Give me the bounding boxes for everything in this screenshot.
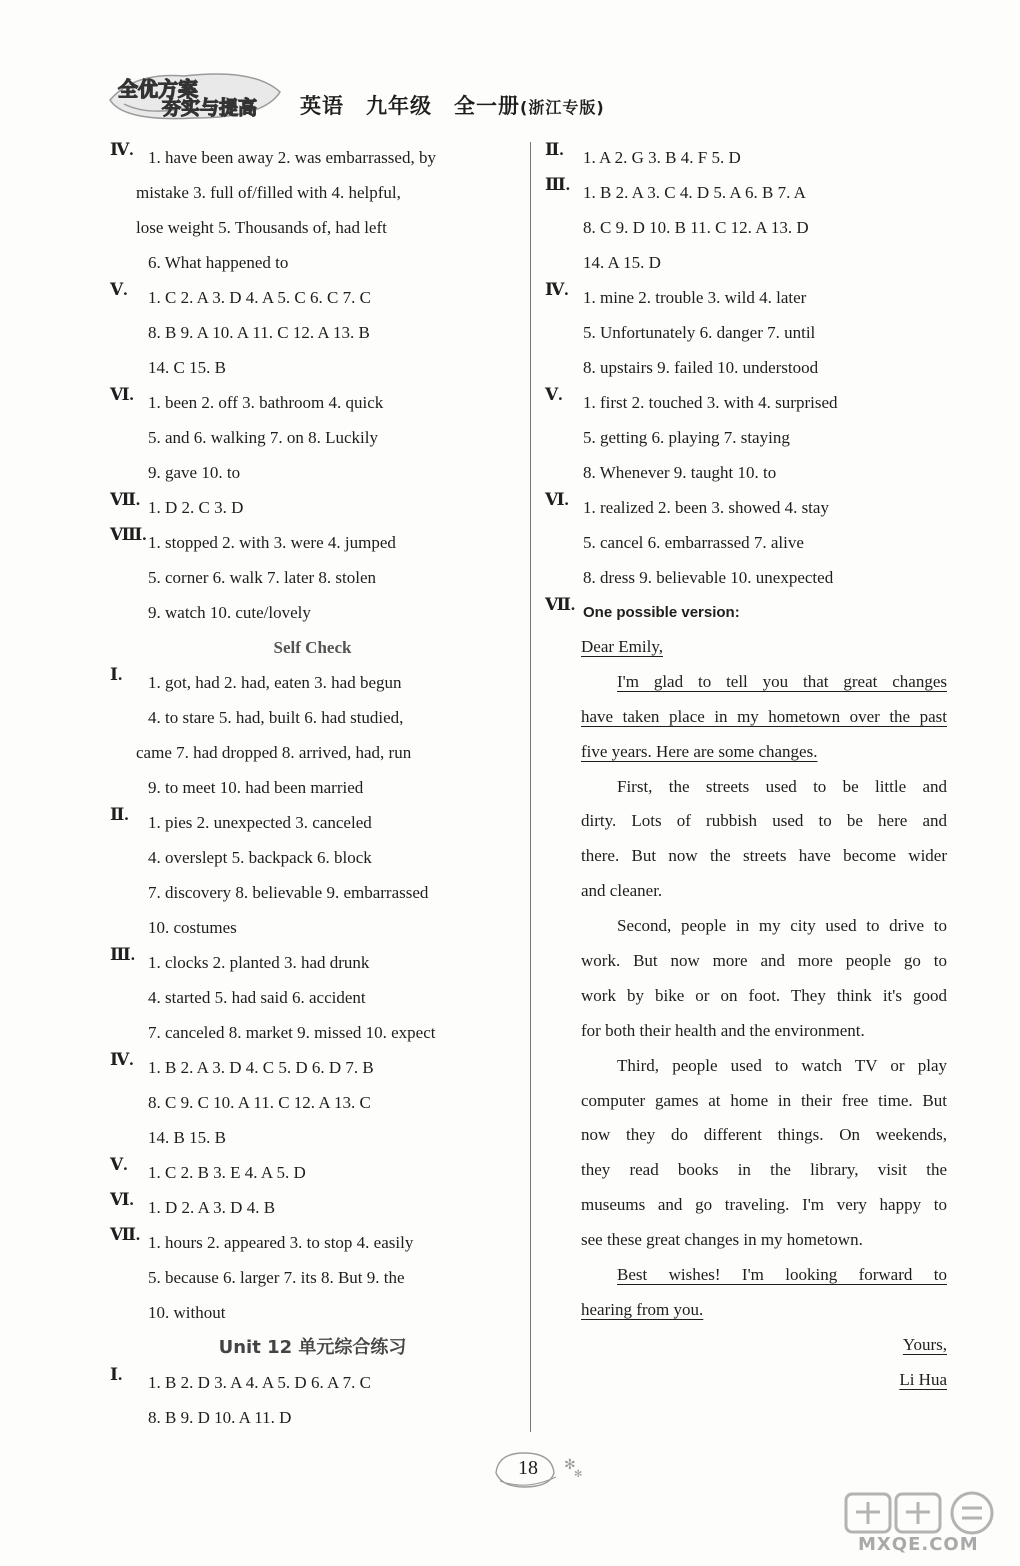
- answer-line: 4. overslept 5. backpack 6. block: [148, 848, 372, 867]
- watermark: [840, 1490, 1010, 1560]
- section-body: [577, 595, 947, 630]
- section-body: [142, 280, 515, 385]
- letter-line: there. But now the streets have become wider: [581, 846, 947, 866]
- answer-line: 1. B 2. A 3. D 4. C 5. D 6. D 7. B: [148, 1058, 374, 1077]
- section-body: [142, 385, 515, 490]
- answer-line: 1. C 2. B 3. E 4. A 5. D: [148, 1163, 306, 1182]
- answer-line: 1. got, had 2. had, eaten 3. had begun: [148, 673, 402, 692]
- section-4: [110, 140, 515, 280]
- right-column: [545, 140, 947, 1398]
- section-body: [142, 1190, 515, 1225]
- section-body: [577, 490, 947, 595]
- answer-line: 1. D 2. A 3. D 4. B: [148, 1198, 276, 1217]
- section-body: [142, 1365, 515, 1435]
- section-body: [136, 140, 515, 280]
- section-body: [577, 175, 947, 280]
- answer-line: 1. D 2. C 3. D: [148, 498, 244, 517]
- letter-line: and cleaner.: [581, 881, 663, 901]
- section-number: Ⅲ.: [545, 175, 570, 194]
- answer-line: 8. upstairs 9. failed 10. understood: [583, 358, 819, 377]
- answer-line: 10. costumes: [148, 918, 237, 937]
- section-number: Ⅵ.: [110, 385, 134, 404]
- letter-line: see these great changes in my hometown.: [581, 1230, 863, 1250]
- page-number-text: 18: [518, 1457, 538, 1479]
- page-number: [490, 1447, 583, 1491]
- section-body: [577, 140, 947, 175]
- edition: (浙江专版): [520, 98, 605, 117]
- watermark-text: MXQE.COM: [858, 1534, 979, 1555]
- section-body: [142, 1155, 515, 1190]
- section-6: [110, 385, 515, 490]
- answer-line: 5. and 6. walking 7. on 8. Luckily: [148, 428, 378, 447]
- unit-section-1: [110, 1365, 515, 1435]
- section-body: [142, 805, 515, 945]
- letter-signature: Li Hua: [899, 1369, 947, 1389]
- answer-line: 1. stopped 2. with 3. were 4. jumped: [148, 533, 396, 552]
- section-5: [110, 280, 515, 385]
- section-number: Ⅳ.: [110, 140, 134, 159]
- answer-line: 9. watch 10. cute/lovely: [148, 603, 311, 622]
- letter-line: Best wishes! I'm looking forward to: [617, 1265, 947, 1285]
- section-body: [142, 1050, 515, 1155]
- section-number: Ⅲ.: [110, 945, 135, 964]
- logo-line1: 全优方案: [118, 77, 198, 101]
- letter-line: hearing from you.: [581, 1299, 704, 1319]
- section-7: [110, 490, 515, 525]
- section-number: Ⅶ.: [545, 595, 576, 614]
- self-check-section-7: [110, 1225, 515, 1330]
- letter-line: computer games at home in their free time. But: [581, 1090, 947, 1110]
- page-header: [100, 62, 940, 132]
- answer-line: 1. first 2. touched 3. with 4. surprised: [583, 393, 838, 412]
- answer-line: 8. B 9. D 10. A 11. D: [148, 1408, 292, 1427]
- answer-line: 7. discovery 8. believable 9. embarrassed: [148, 883, 429, 902]
- section-body: [142, 945, 515, 1050]
- section-body: [142, 1225, 515, 1330]
- section-number: Ⅴ.: [110, 1155, 128, 1174]
- section-number: Ⅴ.: [110, 280, 128, 299]
- answer-line: 5. corner 6. walk 7. later 8. stolen: [148, 568, 377, 587]
- letter-line: Third, people used to watch TV or play: [617, 1055, 947, 1075]
- answer-line: 14. B 15. B: [148, 1128, 226, 1147]
- svg-text:✻: ✻: [574, 1469, 583, 1480]
- essay-heading: One possible version:: [583, 604, 740, 621]
- answer-line: 8. B 9. A 10. A 11. C 12. A 13. B: [148, 323, 370, 342]
- answer-line: 5. Unfortunately 6. danger 7. until: [583, 323, 816, 342]
- answer-line: 4. to stare 5. had, built 6. had studied,: [148, 708, 404, 727]
- sample-letter: [545, 630, 947, 1398]
- answer-line: 1. clocks 2. planted 3. had drunk: [148, 953, 370, 972]
- svg-text:✻: ✻: [564, 1458, 576, 1473]
- section-number: Ⅵ.: [545, 490, 569, 509]
- left-column: [110, 140, 515, 1435]
- letter-line: five years. Here are some changes.: [581, 741, 818, 761]
- answer-line: 1. been 2. off 3. bathroom 4. quick: [148, 393, 384, 412]
- letter-closing: Yours,: [902, 1334, 947, 1354]
- self-check-section-4: [110, 1050, 515, 1155]
- section-number: Ⅱ.: [110, 805, 129, 824]
- answer-line: 9. gave 10. to: [148, 463, 241, 482]
- logo-line2: 夯实与提高: [162, 97, 258, 119]
- section-7-right: [545, 595, 947, 630]
- section-number: Ⅰ.: [110, 1365, 123, 1384]
- series-logo: [104, 66, 284, 124]
- unit-title: Unit 12 单元综合练习: [218, 1337, 407, 1358]
- letter-line: now they do different things. On weekends,: [581, 1125, 947, 1145]
- answer-line: 8. Whenever 9. taught 10. to: [583, 463, 777, 482]
- section-3: [545, 175, 947, 280]
- series-logo-art: [104, 66, 284, 124]
- answer-line: 8. C 9. C 10. A 11. C 12. A 13. C: [148, 1093, 371, 1112]
- self-check-section-3: [110, 945, 515, 1050]
- answer-line: 1. hours 2. appeared 3. to stop 4. easily: [148, 1233, 414, 1252]
- section-5-right: [545, 385, 947, 490]
- answer-line: 1. have been away 2. was embarrassed, by: [148, 148, 436, 167]
- section-number: Ⅳ.: [110, 1050, 134, 1069]
- answer-line: 8. C 9. D 10. B 11. C 12. A 13. D: [583, 218, 809, 237]
- answer-line: 14. C 15. B: [148, 358, 226, 377]
- letter-line: have taken place in my hometown over the past: [581, 706, 947, 726]
- letter-line: dirty. Lots of rubbish used to be here and: [581, 811, 947, 831]
- answer-line: 1. B 2. D 3. A 4. A 5. D 6. A 7. C: [148, 1373, 371, 1392]
- answer-line: 1. B 2. A 3. C 4. D 5. A 6. B 7. A: [583, 183, 806, 202]
- answer-line: 8. dress 9. believable 10. unexpected: [583, 568, 834, 587]
- section-number: Ⅶ.: [110, 490, 141, 509]
- section-number: Ⅷ.: [110, 525, 147, 544]
- page-number-ornament-icon: [490, 1447, 590, 1491]
- section-body: [577, 385, 947, 490]
- self-check-title: Self Check: [273, 638, 352, 657]
- answer-line: came 7. had dropped 8. arrived, had, run: [136, 743, 412, 762]
- answer-line: 5. because 6. larger 7. its 8. But 9. the: [148, 1268, 405, 1287]
- grade: 九年级: [366, 94, 432, 118]
- section-number: Ⅳ.: [545, 280, 569, 299]
- letter-line: work by bike or on foot. They think it's good: [581, 985, 947, 1005]
- answer-line: 1. realized 2. been 3. showed 4. stay: [583, 498, 829, 517]
- answer-line: 1. pies 2. unexpected 3. canceled: [148, 813, 372, 832]
- section-number: Ⅵ.: [110, 1190, 134, 1209]
- book-title: [300, 90, 605, 120]
- section-4-right: [545, 280, 947, 385]
- section-6-right: [545, 490, 947, 595]
- section-number: Ⅴ.: [545, 385, 563, 404]
- answer-line: 10. without: [148, 1303, 226, 1322]
- column-divider: [530, 142, 531, 1432]
- answer-line: 6. What happened to: [148, 253, 289, 272]
- answer-line: 5. getting 6. playing 7. staying: [583, 428, 790, 447]
- section-number: Ⅰ.: [110, 665, 123, 684]
- answer-line: 1. mine 2. trouble 3. wild 4. later: [583, 288, 807, 307]
- section-body: [577, 280, 947, 385]
- section-body: [142, 490, 515, 525]
- answer-line: 5. cancel 6. embarrassed 7. alive: [583, 533, 804, 552]
- answer-line: 7. canceled 8. market 9. missed 10. expect: [148, 1023, 436, 1042]
- self-check-section-1: [110, 665, 515, 805]
- letter-line: they read books in the library, visit the: [581, 1160, 947, 1180]
- section-8: [110, 525, 515, 630]
- section-number: Ⅱ.: [545, 140, 564, 159]
- answer-line: 4. started 5. had said 6. accident: [148, 988, 366, 1007]
- volume: 全一册: [454, 94, 520, 118]
- answer-line: 1. A 2. G 3. B 4. F 5. D: [583, 148, 741, 167]
- self-check-section-5: [110, 1155, 515, 1190]
- letter-line: work. But now more and more people go to: [581, 951, 947, 971]
- section-2: [545, 140, 947, 175]
- answer-line: 1. C 2. A 3. D 4. A 5. C 6. C 7. C: [148, 288, 371, 307]
- letter-greeting: Dear Emily,: [581, 637, 663, 656]
- letter-line: I'm glad to tell you that great changes: [617, 671, 947, 691]
- answer-line: 14. A 15. D: [583, 253, 661, 272]
- answer-line: mistake 3. full of/filled with 4. helpful,: [136, 183, 401, 202]
- answer-line: lose weight 5. Thousands of, had left: [136, 218, 387, 237]
- letter-line: for both their health and the environment.: [581, 1020, 865, 1040]
- section-number: Ⅶ.: [110, 1225, 141, 1244]
- answer-line: 9. to meet 10. had been married: [148, 778, 364, 797]
- letter-line: Second, people in my city used to drive to: [617, 916, 947, 936]
- section-body: [136, 665, 515, 805]
- self-check-section-2: [110, 805, 515, 945]
- letter-line: museums and go traveling. I'm very happy to: [581, 1195, 947, 1215]
- subject: 英语: [300, 94, 344, 118]
- self-check-section-6: [110, 1190, 515, 1225]
- letter-line: First, the streets used to be little and: [617, 776, 947, 796]
- section-body: [142, 525, 515, 630]
